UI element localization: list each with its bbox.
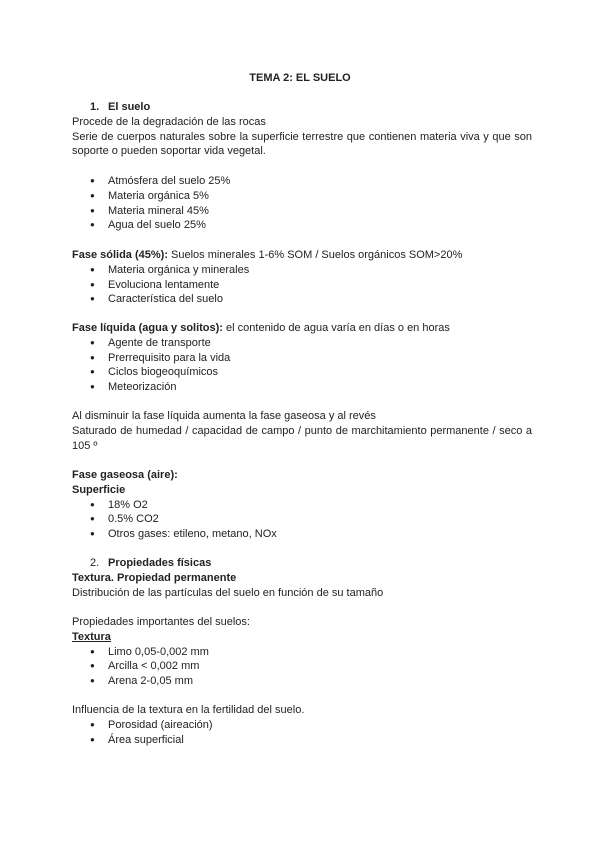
list-item: ● Materia orgánica 5% xyxy=(72,189,532,204)
list-item: ● Meteorización xyxy=(72,380,532,395)
list-item: ● Ciclos biogeoquímicos xyxy=(72,365,532,380)
fase-liquida-label: Fase líquida (agua y solitos): xyxy=(72,322,223,334)
fase-gaseosa xyxy=(72,468,532,542)
list-item: ● Agente de transporte xyxy=(72,336,532,351)
list-item: ● 0.5% CO2 xyxy=(72,512,532,527)
influence-block xyxy=(72,703,532,747)
section-1 xyxy=(72,100,532,159)
list-item: ● Evoluciona lentamente xyxy=(72,278,532,293)
list-item: ● Característica del suelo xyxy=(72,292,532,307)
section-1-title: El suelo xyxy=(108,101,151,113)
section-1-line-2: Serie de cuerpos naturales sobre la superficie terrestre que contienen materia viva y que son soporte o pueden soportar vida vegetal. xyxy=(72,130,532,158)
document-title: TEMA 2: EL SUELO xyxy=(249,72,351,84)
fase-solida-line xyxy=(72,248,532,263)
list-item: ● Área superficial xyxy=(72,733,532,748)
fase-gaseosa-label: Fase gaseosa (aire): xyxy=(72,469,178,481)
fase-liquida-line xyxy=(72,321,532,336)
list-item: ● Prerrequisito para la vida xyxy=(72,351,532,366)
paragraph-line-2: Saturado de humedad / capacidad de campo / punto de marchitamiento permanente / seco a 105 º xyxy=(72,424,532,452)
list-item: ● Arcilla < 0,002 mm xyxy=(72,659,532,674)
list-item: ● Limo 0,05-0,002 mm xyxy=(72,645,532,660)
section-2-subtitle: Textura. Propiedad permanente xyxy=(72,571,237,584)
superficie-label: Superficie xyxy=(72,483,126,496)
fase-liquida xyxy=(72,321,532,395)
list-item: ● Materia mineral 45% xyxy=(72,204,532,219)
fase-liquida-text: el contenido de agua varía en días o en horas xyxy=(222,322,450,334)
fase-solida-label: Fase sólida (45%): xyxy=(72,249,168,261)
list-item: ● Arena 2-0,05 mm xyxy=(72,674,532,689)
section-2 xyxy=(72,556,532,600)
section-1-number: 1. xyxy=(90,101,100,113)
section-2-heading xyxy=(72,556,532,571)
textura-block xyxy=(72,615,532,689)
section-1-line-1: Procede de la degradación de las rocas xyxy=(72,115,266,128)
list-item: ● 18% O2 xyxy=(72,498,532,513)
section-2-number: 2. xyxy=(90,557,100,569)
list-item: ● Agua del suelo 25% xyxy=(72,218,532,233)
gas-liquid-paragraph xyxy=(72,409,532,453)
props-intro: Propiedades importantes del suelos: xyxy=(72,616,250,628)
list-item: ● Atmósfera del suelo 25% xyxy=(72,174,532,189)
paragraph-line-1: Al disminuir la fase líquida aumenta la fase gaseosa y al revés xyxy=(72,410,376,422)
section-2-title: Propiedades físicas xyxy=(108,557,212,569)
fase-solida-text: Suelos minerales 1-6% SOM / Suelos orgánicos SOM>20% xyxy=(167,249,463,261)
list-item: ● Porosidad (aireación) xyxy=(72,718,532,733)
list-item: ● Otros gases: etileno, metano, NOx xyxy=(72,527,532,542)
list-item: ● Materia orgánica y minerales xyxy=(72,263,532,278)
section-1-heading xyxy=(72,100,532,115)
composition-list xyxy=(72,174,532,233)
textura-label: Textura xyxy=(72,630,111,643)
fase-solida xyxy=(72,248,532,307)
influence-line: Influencia de la textura en la fertilidad del suelo. xyxy=(72,704,305,716)
section-2-line: Distribución de las partículas del suelo en función de su tamaño xyxy=(72,586,384,599)
